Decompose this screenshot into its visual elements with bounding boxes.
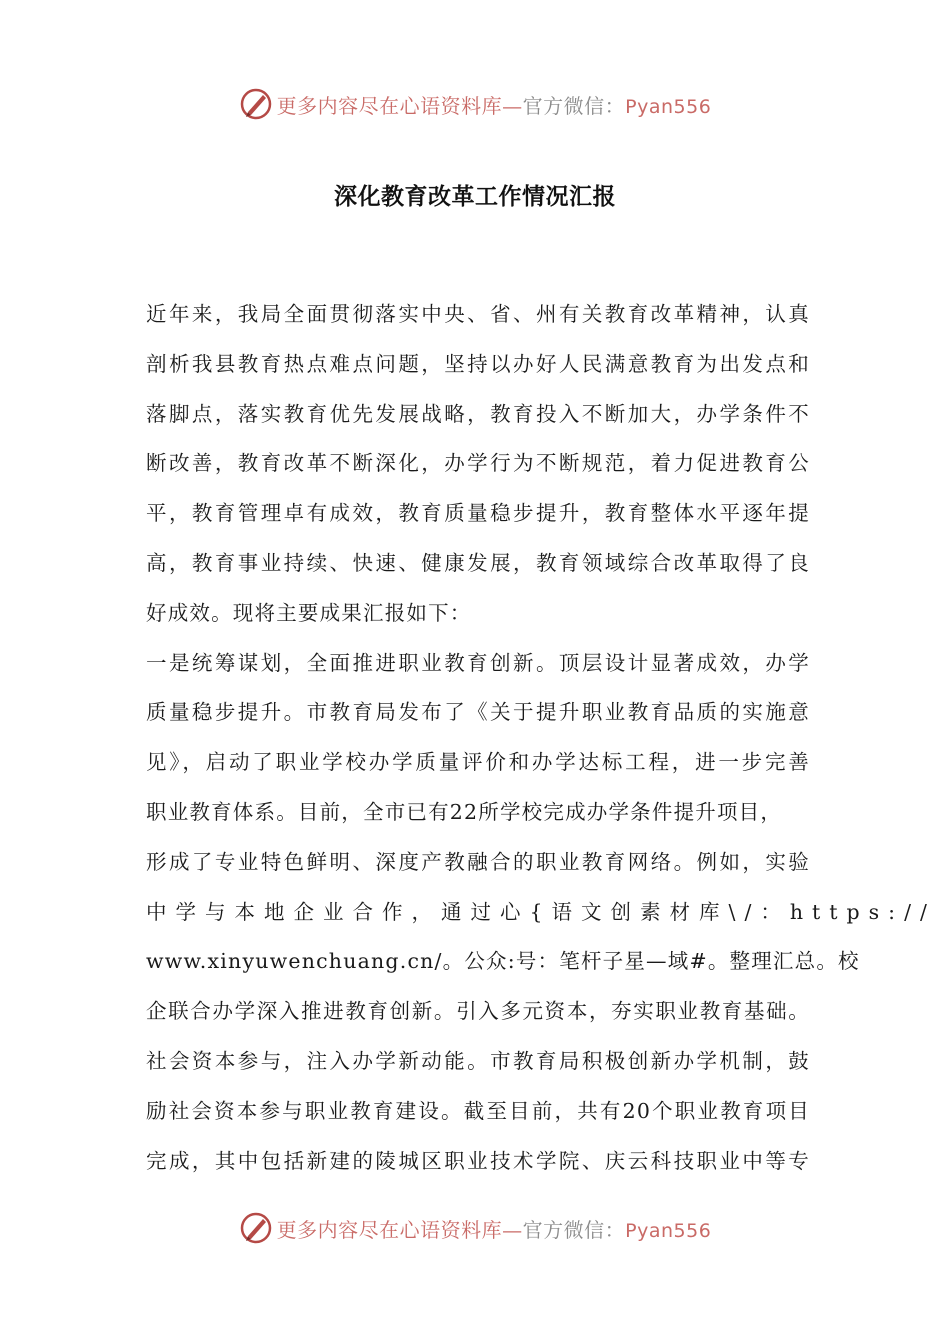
- body-line: 完成，其中包括新建的陵城区职业技术学院、庆云科技职业中等专: [146, 1148, 810, 1173]
- body-line: 社会资本参与，注入办学新动能。市教育局积极创新办学机制，鼓: [146, 1048, 810, 1073]
- body-line: 近年来，我局全面贯彻落实中央、省、州有关教育改革精神，认真: [146, 302, 810, 326]
- body-line: 中学与本地企业合作，通过心{语文创素材库\/：https://: [146, 899, 936, 924]
- pen-logo-icon: [239, 87, 273, 121]
- body-line: 质量稳步提升。市教育局发布了《关于提升职业教育品质的实施意: [146, 700, 810, 725]
- footer-banner: [0, 1208, 950, 1248]
- body-line: 见》，启动了职业学校办学质量评价和办学达标工程，进一步完善: [146, 750, 810, 775]
- body-line: 企联合办学深入推进教育创新。引入多元资本，夯实职业教育基础。: [146, 999, 810, 1024]
- body-line: 高，教育事业持续、快速、健康发展，教育领域综合改革取得了良: [146, 550, 810, 575]
- banner-text: 更多内容尽在心语资料库—官方微信：Pyan556: [276, 93, 712, 118]
- pen-logo-icon: [239, 1211, 273, 1245]
- document-body: [146, 290, 936, 1186]
- body-line: 好成效。现将主要成果汇报如下：: [146, 600, 472, 625]
- body-line: 断改善，教育改革不断深化，办学行为不断规范，着力促进教育公: [146, 451, 810, 476]
- body-line: 一是统筹谋划，全面推进职业教育创新。顶层设计显著成效，办学: [146, 650, 810, 675]
- header-banner: [0, 84, 950, 124]
- body-line: 形成了专业特色鲜明、深度产教融合的职业教育网络。例如，实验: [146, 849, 810, 874]
- body-line: www.xinyuwenchuang.cn/。公众:号：笔杆子星—域#。整理汇总。校: [146, 949, 860, 974]
- body-line: 落脚点，落实教育优先发展战略，教育投入不断加大，办学条件不: [146, 401, 810, 426]
- body-line: 励社会资本参与职业教育建设。截至目前，共有20个职业教育项目: [146, 1098, 810, 1123]
- body-line: 平，教育管理卓有成效，教育质量稳步提升，教育整体水平逐年提: [146, 501, 810, 526]
- banner-text: 更多内容尽在心语资料库—官方微信：Pyan556: [276, 1217, 712, 1242]
- body-line: 职业教育体系。目前，全市已有22所学校完成办学条件提升项目，: [146, 799, 783, 824]
- document-title: 深化教育改革工作情况汇报: [334, 184, 616, 210]
- body-line: 剖析我县教育热点难点问题，坚持以办好人民满意教育为出发点和: [146, 351, 810, 376]
